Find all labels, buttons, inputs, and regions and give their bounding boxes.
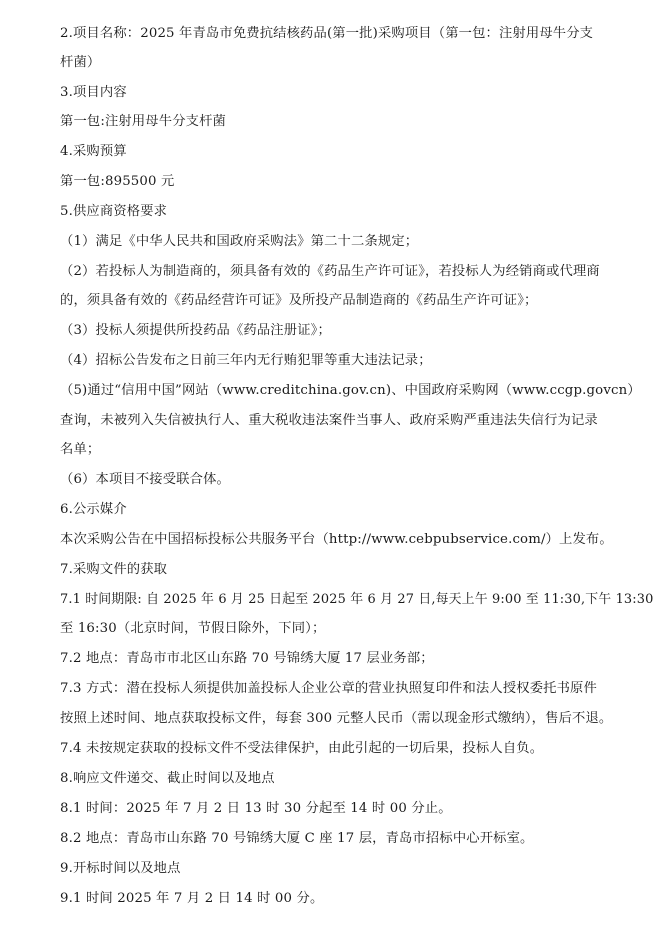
text-line-acq-time-cont: 至 16:30（北京时间，节假日除外，下同）； <box>60 621 326 636</box>
text-line-qual-5-cont: 查询，未被列入失信被执行人、重大税收违法案件当事人、政府采购严重违法失信行为记录 <box>60 413 598 428</box>
text-line-acq-location: 7.2 地点：青岛市市北区山东路 70 号锦绣大厦 17 层业务部； <box>60 651 434 666</box>
heading-qualifications: 5.供应商资格要求 <box>60 204 168 219</box>
text-line-acq-note: 7.4 未按规定获取的投标文件不受法律保护，由此引起的一切后果，投标人自负。 <box>60 741 544 756</box>
text-line-opening-time: 9.1 时间 2025 年 7 月 2 日 14 时 00 分。 <box>60 891 324 906</box>
heading-budget: 4.采购预算 <box>60 144 127 159</box>
text-line-budget-amount: 第一包:895500 元 <box>60 174 175 189</box>
text-line-acq-time: 7.1 时间期限: 自 2025 年 6 月 25 日起至 2025 年 6 月 27 日,每天上午 9:00 至 11:30,下午 13:30 <box>60 592 654 607</box>
text-line-qual-5-cont-2: 名单； <box>60 442 101 457</box>
text-line-qual-1: （1）满足《中华人民共和国政府采购法》第二十二条规定； <box>60 234 419 249</box>
text-line-lot-one: 第一包:注射用母牛分支杆菌 <box>60 114 226 129</box>
heading-opening: 9.开标时间以及地点 <box>60 861 181 876</box>
heading-document-acquisition: 7.采购文件的获取 <box>60 562 168 577</box>
text-line-qual-4: （4）招标公告发布之日前三年内无行贿犯罪等重大违法记录； <box>60 353 432 368</box>
heading-project-content: 3.项目内容 <box>60 85 127 100</box>
text-line-project-name-cont: 杆菌） <box>60 55 101 70</box>
text-line-qual-6: （6）本项目不接受联合体。 <box>60 472 230 487</box>
text-line-acq-method-cont: 按照上述时间、地点获取投标文件，每套 300 元整人民币（需以现金形式缴纳），售后不退。 <box>60 711 613 726</box>
text-line-qual-3: （3）投标人须提供所投药品《药品注册证》； <box>60 323 331 338</box>
text-line-qual-2-cont: 的，须具备有效的《药品经营许可证》及所投产品制造商的《药品生产许可证》； <box>60 293 538 308</box>
text-line-submission-location: 8.2 地点：青岛市山东路 70 号锦绣大厦 C 座 17 层，青岛市招标中心开标室。 <box>60 831 534 846</box>
heading-submission: 8.响应文件递交、截止时间以及地点 <box>60 771 275 786</box>
heading-media: 6.公示媒介 <box>60 502 127 517</box>
text-line-qual-2: （2）若投标人为制造商的，须具备有效的《药品生产许可证》，若投标人为经销商或代理商 <box>60 264 600 279</box>
text-line-acq-method: 7.3 方式：潜在投标人须提供加盖投标人企业公章的营业执照复印件和法人授权委托书原件 <box>60 681 597 696</box>
text-line-media: 本次采购公告在中国招标投标公共服务平台（http://www.cebpubservice.com/）上发布。 <box>60 532 613 547</box>
text-line-qual-5: （5)通过“信用中国”网站（www.creditchina.gov.cn)、中国政府采购网（www.ccgp.govcn） <box>60 383 641 398</box>
text-line-project-name: 2.项目名称：2025 年青岛市免费抗结核药品(第一批)采购项目（第一包：注射用母牛分支 <box>60 26 594 41</box>
text-line-submission-time: 8.1 时间：2025 年 7 月 2 日 13 时 30 分起至 14 时 00 分止。 <box>60 801 452 816</box>
